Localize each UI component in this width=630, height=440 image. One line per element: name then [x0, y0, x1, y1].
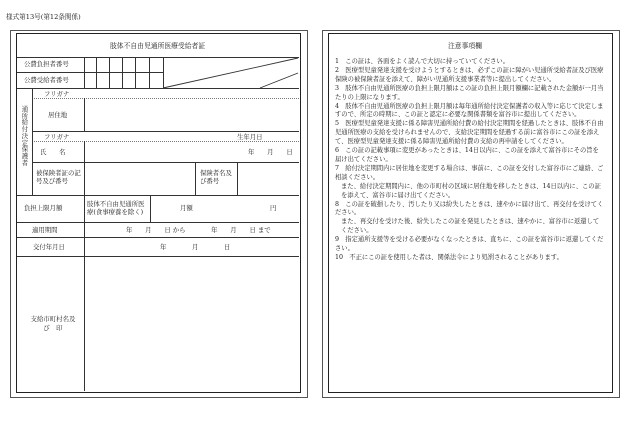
yen-label: 円 — [270, 204, 277, 212]
form-number: 様式第13号(第12条関係) — [6, 13, 81, 21]
name-label: 氏 名 — [40, 148, 66, 156]
notice-item: 6 この証の記載事項に変更があったときは、14日以内に、この証を添えて富谷市にその旨を届け出てください。 — [335, 147, 599, 163]
burden-limit-description: 肢体不自由児通所医療(食事療養を除く) — [87, 200, 145, 216]
notice-item: 3 肢体不自由児通所医療の負担上限月額はこの証の負担上限月額欄に記載された金額が一月当たりの上限になります。 — [335, 84, 604, 101]
notice-item: 4 肢体不自由児通所医療の負担上限月額は毎年通所給付決定保護者の収入等に応じて決定しますので、所定の時期に、この証と認定に必要な関係書類を富谷市に提出してください。 — [335, 102, 604, 119]
notice-item: 9 指定通所支援等を受ける必要がなくなったときは、直ちに、この証を富谷市に返還してください。 — [335, 236, 604, 253]
period-value: 年 月 日 から 年 月 日 まで — [126, 226, 271, 234]
notice-item: 1 この証は、各面をよく読んで大切に持っていてください。 — [335, 58, 510, 65]
insurer-label: 保険者名及び番号 — [200, 169, 232, 185]
notice-list — [335, 58, 605, 263]
monthly-label: 月額 — [180, 204, 193, 212]
recipient-number-label: 公費受給者番号 — [24, 76, 69, 84]
notice-item: 2 医療型児童発達支援を受けようとするときは、必ずこの証に障がい児通所受給者証及び医療保険の被保険者証を添えて、障がい児通所支援事業者等に提出してください。 — [335, 66, 604, 83]
birthdate-value: 年 月 日 — [248, 148, 293, 156]
notice-item: 10 不正にこの証を使用した者は、関係法令により処罰されることがあります。 — [335, 253, 563, 261]
certificate-title: 肢体不自由児通所医療受給者証 — [110, 42, 206, 50]
notice-item: 5 医療型児童発達支援に係る障害児通所給付費の給付決定期間を経過したときは、肢体不自由児通所医療の支給を受けられませんので、支給決定期間を経過する前に富谷市にこの証を添えて、医療型児童発達支援に係る障害児通所給付費の支給の再申請をしてください。 — [335, 120, 604, 146]
period-label: 適用期間 — [32, 226, 58, 234]
burden-limit-label: 負担上限月額 — [24, 204, 63, 212]
public-payer-number-label: 公費負担者番号 — [24, 60, 69, 68]
notice-item: 8 この証を破損したり、汚したり又は紛失したときは、速やかに届け出て、再交付を受けてください。 — [335, 200, 604, 217]
guardian-side-label: 通所給付決定保護者 — [21, 105, 29, 167]
birthdate-label: 生年月日 — [237, 133, 263, 141]
furigana-label: フリガナ — [44, 90, 70, 98]
notice-title: 注意事項欄 — [448, 42, 482, 50]
insurance-card-label: 被保険者証の記号及び番号 — [36, 169, 81, 185]
issue-date-value: 年 月 日 — [160, 243, 231, 251]
furigana-label: フリガナ — [44, 133, 70, 141]
issue-date-label: 交付年月日 — [33, 243, 65, 251]
issuing-city-label: 支給市町村名及び 印 — [30, 315, 76, 332]
notice-item: 7 給付決定期間内に居住地を変更する場合は、事前に、この証を交付した富谷市にご連絡、ご相談ください。 — [335, 164, 604, 181]
address-label: 居住地 — [48, 111, 68, 119]
notice-item: また、給付決定期間内に、他の市町村の区域に居住地を移したときは、14日以内に、この証を添えて、富谷市に届け出てください。 — [341, 182, 601, 199]
notice-item: また、再交付を受けた後、紛失したこの証を発見したときは、速やかに、富谷市に返還してください。 — [341, 218, 600, 235]
